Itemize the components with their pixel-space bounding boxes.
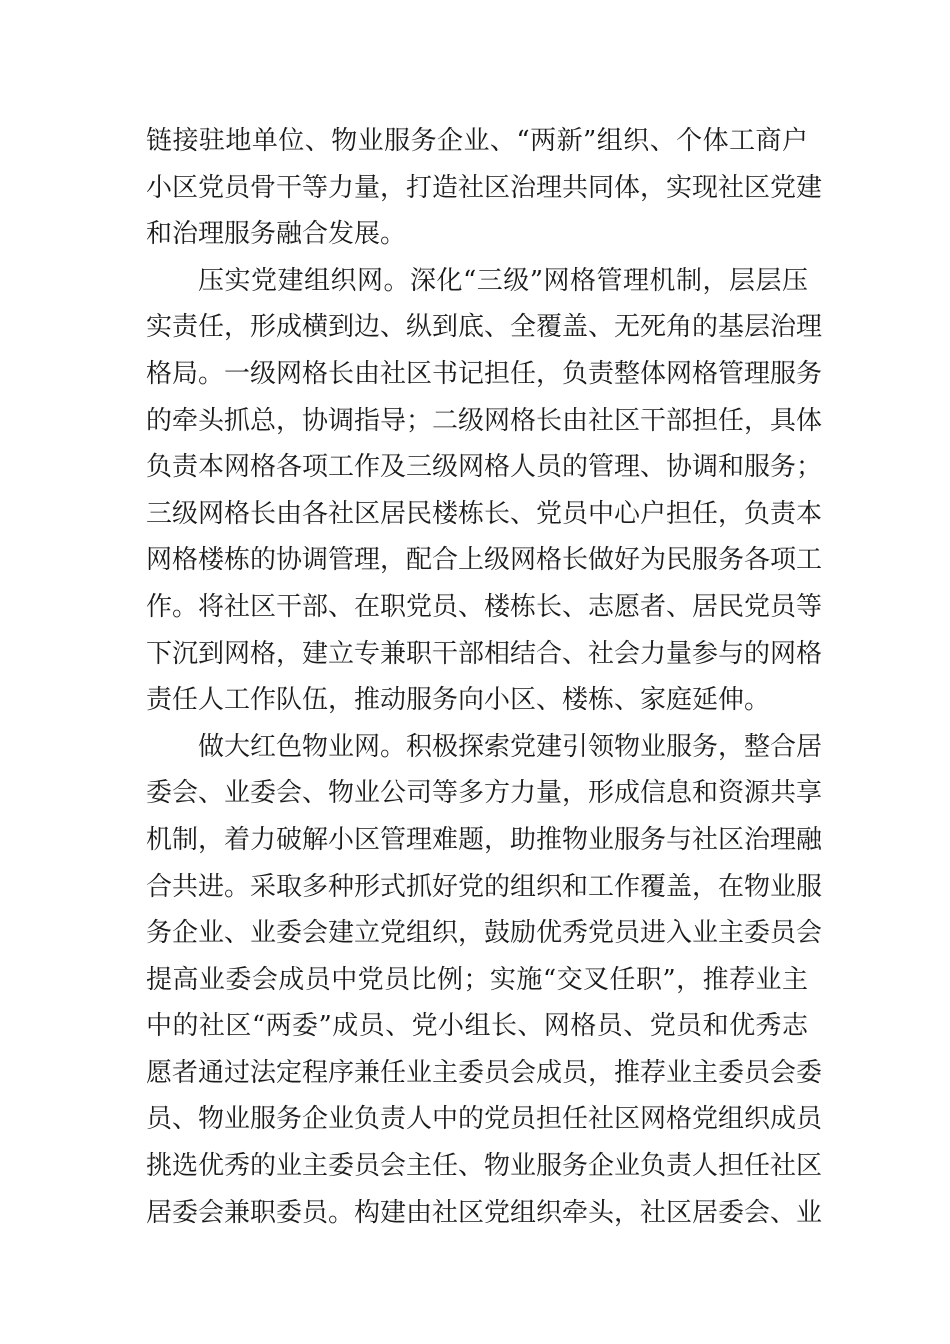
paragraph-2-line-10: 责任人工作队伍，推动服务向小区、楼栋、家庭延伸。 <box>146 685 771 716</box>
paragraph-3-line-3: 机制，着力破解小区管理难题，助推物业服务与社区治理融 <box>146 824 823 855</box>
paragraph-2-line-8: 作。将社区干部、在职党员、楼栋长、志愿者、居民党员等 <box>146 591 823 622</box>
paragraph-2-line-5: 负责本网格各项工作及三级网格人员的管理、协调和服务； <box>146 452 823 483</box>
paragraph-3-line-11: 居委会兼职委员。构建由社区党组织牵头，社区居委会、业 <box>146 1197 823 1228</box>
body-text <box>146 118 823 1236</box>
paragraph-2-line-7: 网格楼栋的协调管理，配合上级网格长做好为民服务各项工 <box>146 545 823 576</box>
paragraph-3-line-5: 务企业、业委会建立党组织，鼓励优秀党员进入业主委员会 <box>146 918 823 949</box>
paragraph-2-line-6: 三级网格长由各社区居民楼栋长、党员中心户担任，负责本 <box>146 498 823 529</box>
paragraph-3-line-9: 员、物业服务企业负责人中的党员担任社区网格党组织成员 <box>146 1104 823 1135</box>
paragraph-3-line-1: 做大红色物业网。积极探索党建引领物业服务，整合居 <box>198 731 823 762</box>
paragraph-3-line-2: 委会、业委会、物业公司等多方力量，形成信息和资源共享 <box>146 778 823 809</box>
paragraph-3-line-8: 愿者通过法定程序兼任业主委员会成员，推荐业主委员会委 <box>146 1057 823 1088</box>
paragraph-3-line-4: 合共进。采取多种形式抓好党的组织和工作覆盖，在物业服 <box>146 871 823 902</box>
paragraph-2-line-9: 下沉到网格，建立专兼职干部相结合、社会力量参与的网格 <box>146 638 823 669</box>
paragraph-1-line-1: 链接驻地单位、物业服务企业、“两新”组织、个体工商户 <box>146 126 808 156</box>
paragraph-1-line-3: 和治理服务融合发展。 <box>146 219 407 250</box>
paragraph-2-line-4: 的牵头抓总，协调指导；二级网格长由社区干部担任，具体 <box>146 405 823 436</box>
paragraph-3-line-10: 挑选优秀的业主委员会主任、物业服务企业负责人担任社区 <box>146 1151 823 1182</box>
paragraph-3-line-6: 提高业委会成员中党员比例；实施“交叉任职”，推荐业主 <box>146 964 808 995</box>
paragraph-1-line-2: 小区党员骨干等力量，打造社区治理共同体，实现社区党建 <box>146 172 823 203</box>
paragraph-3-line-7: 中的社区“两委”成员、党小组长、网格员、党员和优秀志 <box>146 1011 808 1042</box>
paragraph-2-line-1: 压实党建组织网。深化“三级”网格管理机制，层层压 <box>198 265 808 296</box>
paragraph-2-line-2: 实责任，形成横到边、纵到底、全覆盖、无死角的基层治理 <box>146 312 823 343</box>
paragraph-2-line-3: 格局。一级网格长由社区书记担任，负责整体网格管理服务 <box>146 358 823 389</box>
